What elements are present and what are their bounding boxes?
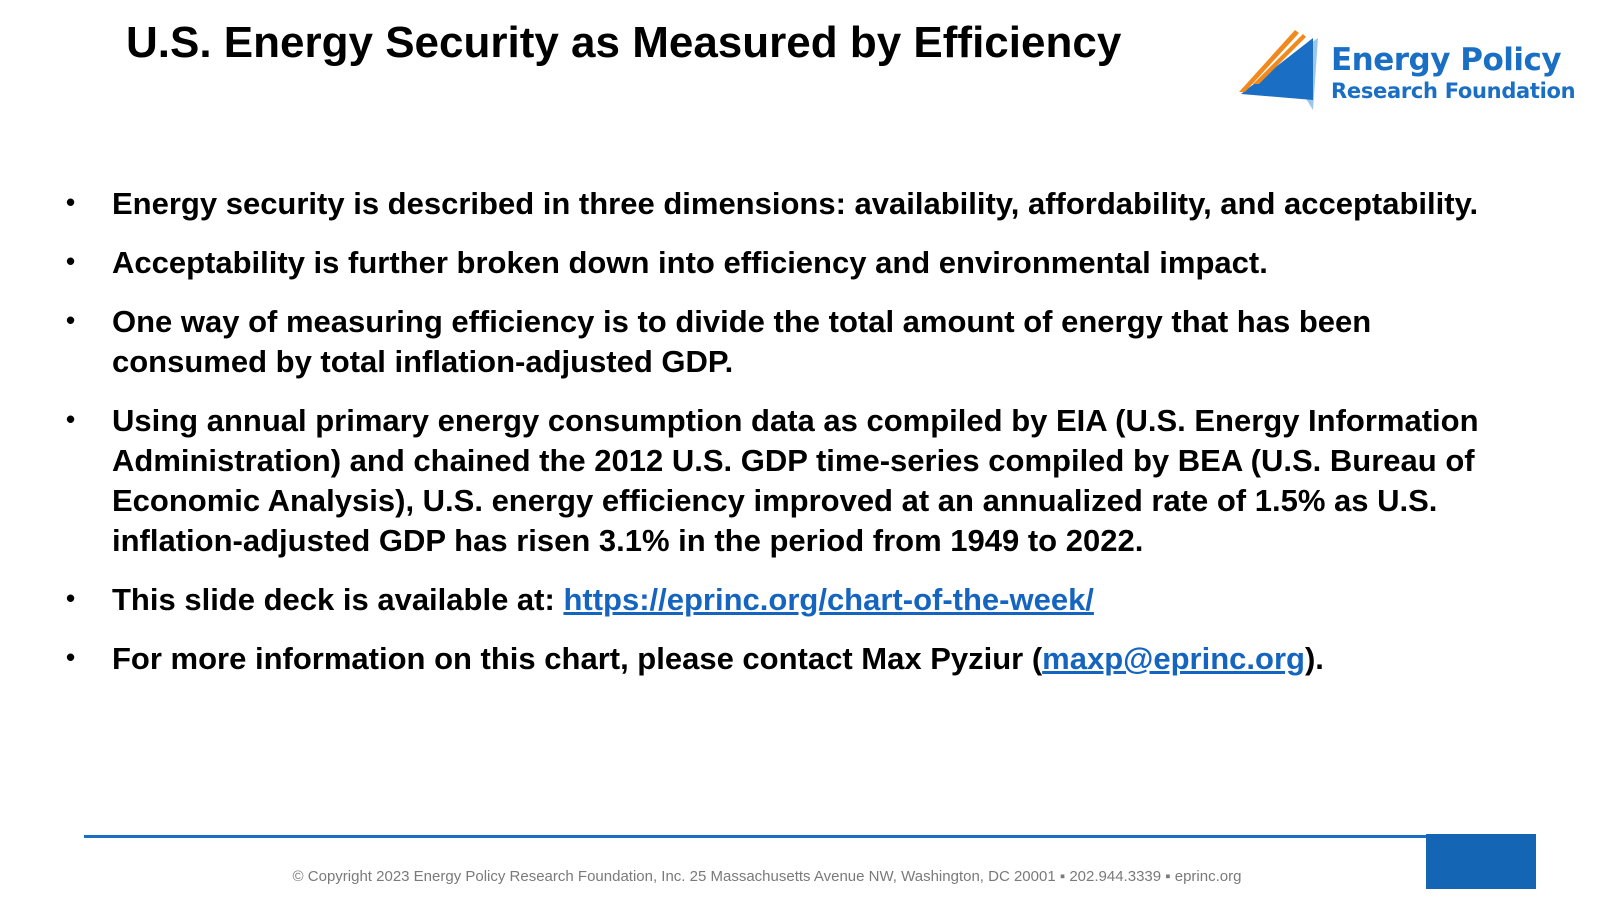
bullet-item <box>66 243 1486 283</box>
bullet-item <box>66 580 1486 620</box>
bullet-dot-icon: • <box>66 642 76 672</box>
bullet-text: One way of measuring efficiency is to divide the total amount of energy that has been consumed by total inflation-adjusted GDP. <box>112 304 1372 379</box>
eprf-logo-mark-icon <box>1233 24 1329 116</box>
chart-of-the-week-link[interactable]: https://eprinc.org/chart-of-the-week/ <box>563 582 1094 617</box>
bullet-item <box>66 184 1486 224</box>
bullet-item <box>66 401 1486 561</box>
bullet-dot-icon: • <box>66 246 76 276</box>
contact-email-link[interactable]: maxp@eprinc.org <box>1042 641 1305 676</box>
logo-wordmark <box>1331 42 1575 104</box>
logo-line1: Energy Policy <box>1331 42 1562 78</box>
bullet-text: For more information on this chart, please contact Max Pyziur ( <box>112 641 1043 676</box>
bullet-text: This slide deck is available at: <box>112 582 564 617</box>
bullet-text: Using annual primary energy consumption data as compiled by EIA (U.S. Energy Information Administration) and chained the 2012 U.S. GDP time-series compiled by BEA (U.S. Bureau of Economic Analysis), U.S. energy efficiency improved at an annualized rate of 1.5% as U.S. inflation-adjusted GDP has risen 3.1% in the period from 1949 to 2022. <box>112 403 1479 558</box>
bullet-dot-icon: • <box>66 583 76 613</box>
logo-line2: Research Foundation <box>1331 79 1576 103</box>
bullet-dot-icon: • <box>66 187 76 217</box>
bullet-dot-icon: • <box>66 404 76 434</box>
footer-divider <box>84 835 1428 838</box>
eprf-logo <box>1233 24 1593 116</box>
bullet-text-suffix: ). <box>1304 641 1324 676</box>
bullet-item <box>66 302 1486 382</box>
bullet-text: Acceptability is further broken down into efficiency and environmental impact. <box>112 245 1268 280</box>
bullet-text: Energy security is described in three dimensions: availability, affordability, and acceptability. <box>112 186 1479 221</box>
bullet-list <box>66 184 1486 698</box>
slide-title: U.S. Energy Security as Measured by Efficiency <box>126 18 1122 67</box>
bullet-dot-icon: • <box>66 305 76 335</box>
footer-copyright: © Copyright 2023 Energy Policy Research Foundation, Inc. 25 Massachusetts Avenue NW, Washington, DC 20001 ▪ 202.944.3339 ▪ eprinc.org <box>292 868 1242 885</box>
bullet-item <box>66 639 1486 679</box>
